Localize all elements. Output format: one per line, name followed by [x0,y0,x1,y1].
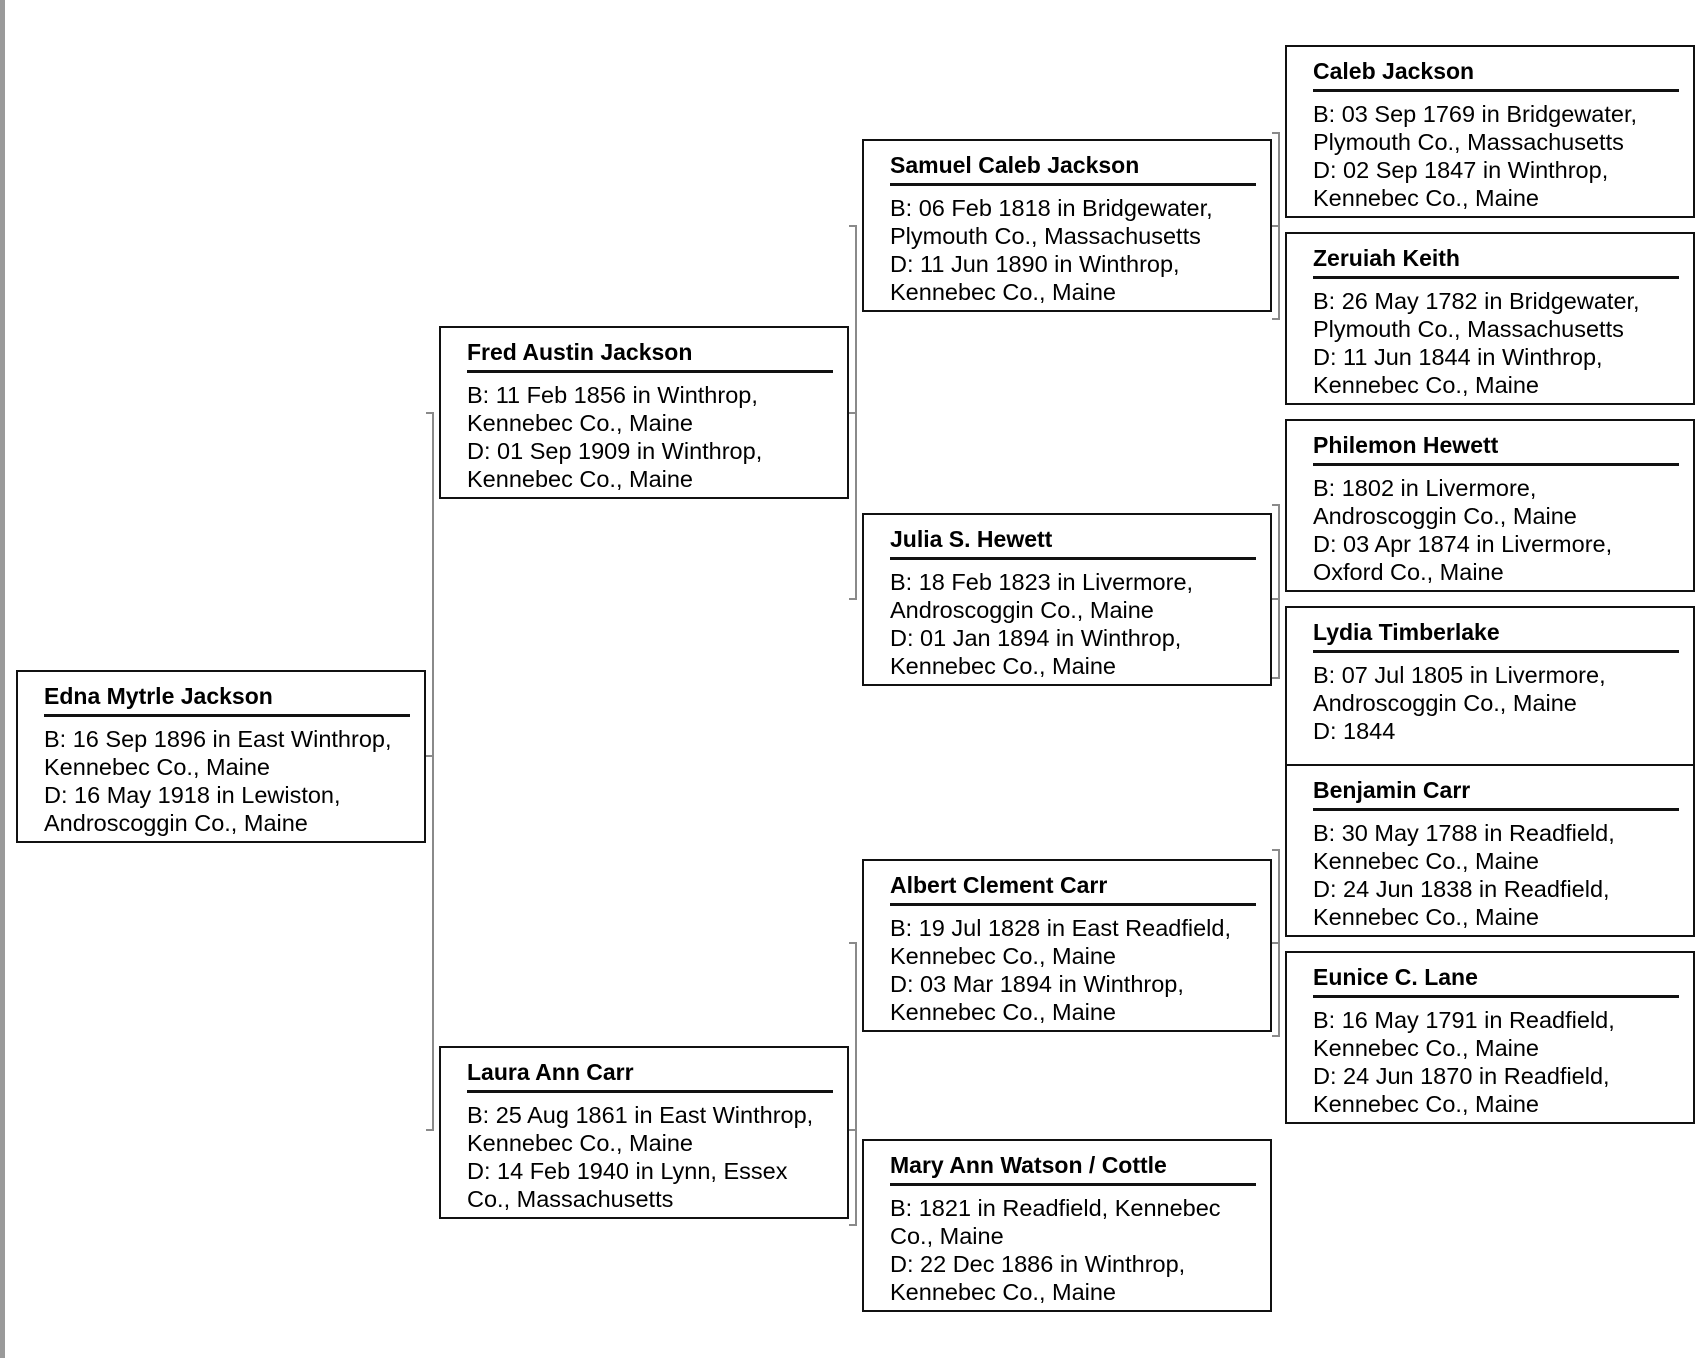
person-name: Samuel Caleb Jackson [890,141,1256,186]
person-details: B: 30 May 1788 in Readfield, Kennebec Co., Maine D: 24 Jun 1838 in Readfield, Kennebec Co., Maine [1313,820,1615,930]
person-box-edna-mytrle-jackson[interactable] [16,670,426,843]
person-details: B: 19 Jul 1828 in East Readfield, Kennebec Co., Maine D: 03 Mar 1894 in Winthrop, Kennebec Co., Maine [890,915,1231,1025]
connector-laura-parents [849,943,856,1225]
person-box-lydia-timberlake[interactable] [1285,606,1695,779]
person-box-philemon-hewett[interactable] [1285,419,1695,592]
person-box-benjamin-carr[interactable] [1285,764,1695,937]
connector-julia-parents [1272,505,1279,678]
person-box-samuel-caleb-jackson[interactable] [862,139,1272,312]
person-box-zeruiah-keith[interactable] [1285,232,1695,405]
person-details: B: 1802 in Livermore, Androscoggin Co., Maine D: 03 Apr 1874 in Livermore, Oxford Co., Maine [1313,475,1613,585]
person-name: Julia S. Hewett [890,515,1256,560]
connector-samuel-parents [1272,133,1279,319]
person-details: B: 26 May 1782 in Bridgewater, Plymouth Co., Massachusetts D: 11 Jun 1844 in Winthrop, Kennebec Co., Maine [1313,288,1640,398]
connector-albert-parents [1272,850,1279,1036]
person-name: Lydia Timberlake [1313,608,1679,653]
person-name: Benjamin Carr [1313,766,1679,811]
person-box-eunice-c-lane[interactable] [1285,951,1695,1124]
person-details: B: 16 May 1791 in Readfield, Kennebec Co., Maine D: 24 Jun 1870 in Readfield, Kennebec Co., Maine [1313,1007,1615,1117]
connector-edna-parents [426,413,433,1130]
person-box-albert-clement-carr[interactable] [862,859,1272,1032]
person-details: B: 07 Jul 1805 in Livermore, Androscoggin Co., Maine D: 1844 [1313,662,1606,744]
person-box-laura-ann-carr[interactable] [439,1046,849,1219]
person-details: B: 11 Feb 1856 in Winthrop, Kennebec Co., Maine D: 01 Sep 1909 in Winthrop, Kennebec Co., Maine [467,382,763,492]
person-name: Laura Ann Carr [467,1048,833,1093]
connector-fred-parents [849,226,856,599]
person-details: B: 03 Sep 1769 in Bridgewater, Plymouth Co., Massachusetts D: 02 Sep 1847 in Winthrop, Kennebec Co., Maine [1313,101,1637,211]
person-name: Caleb Jackson [1313,47,1679,92]
person-name: Eunice C. Lane [1313,953,1679,998]
person-name: Edna Mytrle Jackson [44,672,410,717]
person-box-mary-ann-watson-cottle[interactable] [862,1139,1272,1312]
person-details: B: 06 Feb 1818 in Bridgewater, Plymouth Co., Massachusetts D: 11 Jun 1890 in Winthrop, Kennebec Co., Maine [890,195,1213,305]
person-details: B: 18 Feb 1823 in Livermore, Androscoggin Co., Maine D: 01 Jan 1894 in Winthrop, Kennebec Co., Maine [890,569,1194,679]
person-name: Fred Austin Jackson [467,328,833,373]
person-details: B: 1821 in Readfield, Kennebec Co., Maine D: 22 Dec 1886 in Winthrop, Kennebec Co., Maine [890,1195,1221,1305]
person-box-fred-austin-jackson[interactable] [439,326,849,499]
person-name: Mary Ann Watson / Cottle [890,1141,1256,1186]
person-name: Albert Clement Carr [890,861,1256,906]
person-details: B: 16 Sep 1896 in East Winthrop, Kennebec Co., Maine D: 16 May 1918 in Lewiston, Androscoggin Co., Maine [44,726,392,836]
person-details: B: 25 Aug 1861 in East Winthrop, Kennebec Co., Maine D: 14 Feb 1940 in Lynn, Essex Co., Massachusetts [467,1102,814,1212]
person-name: Philemon Hewett [1313,421,1679,466]
person-box-caleb-jackson[interactable] [1285,45,1695,218]
person-box-julia-s-hewett[interactable] [862,513,1272,686]
person-name: Zeruiah Keith [1313,234,1679,279]
